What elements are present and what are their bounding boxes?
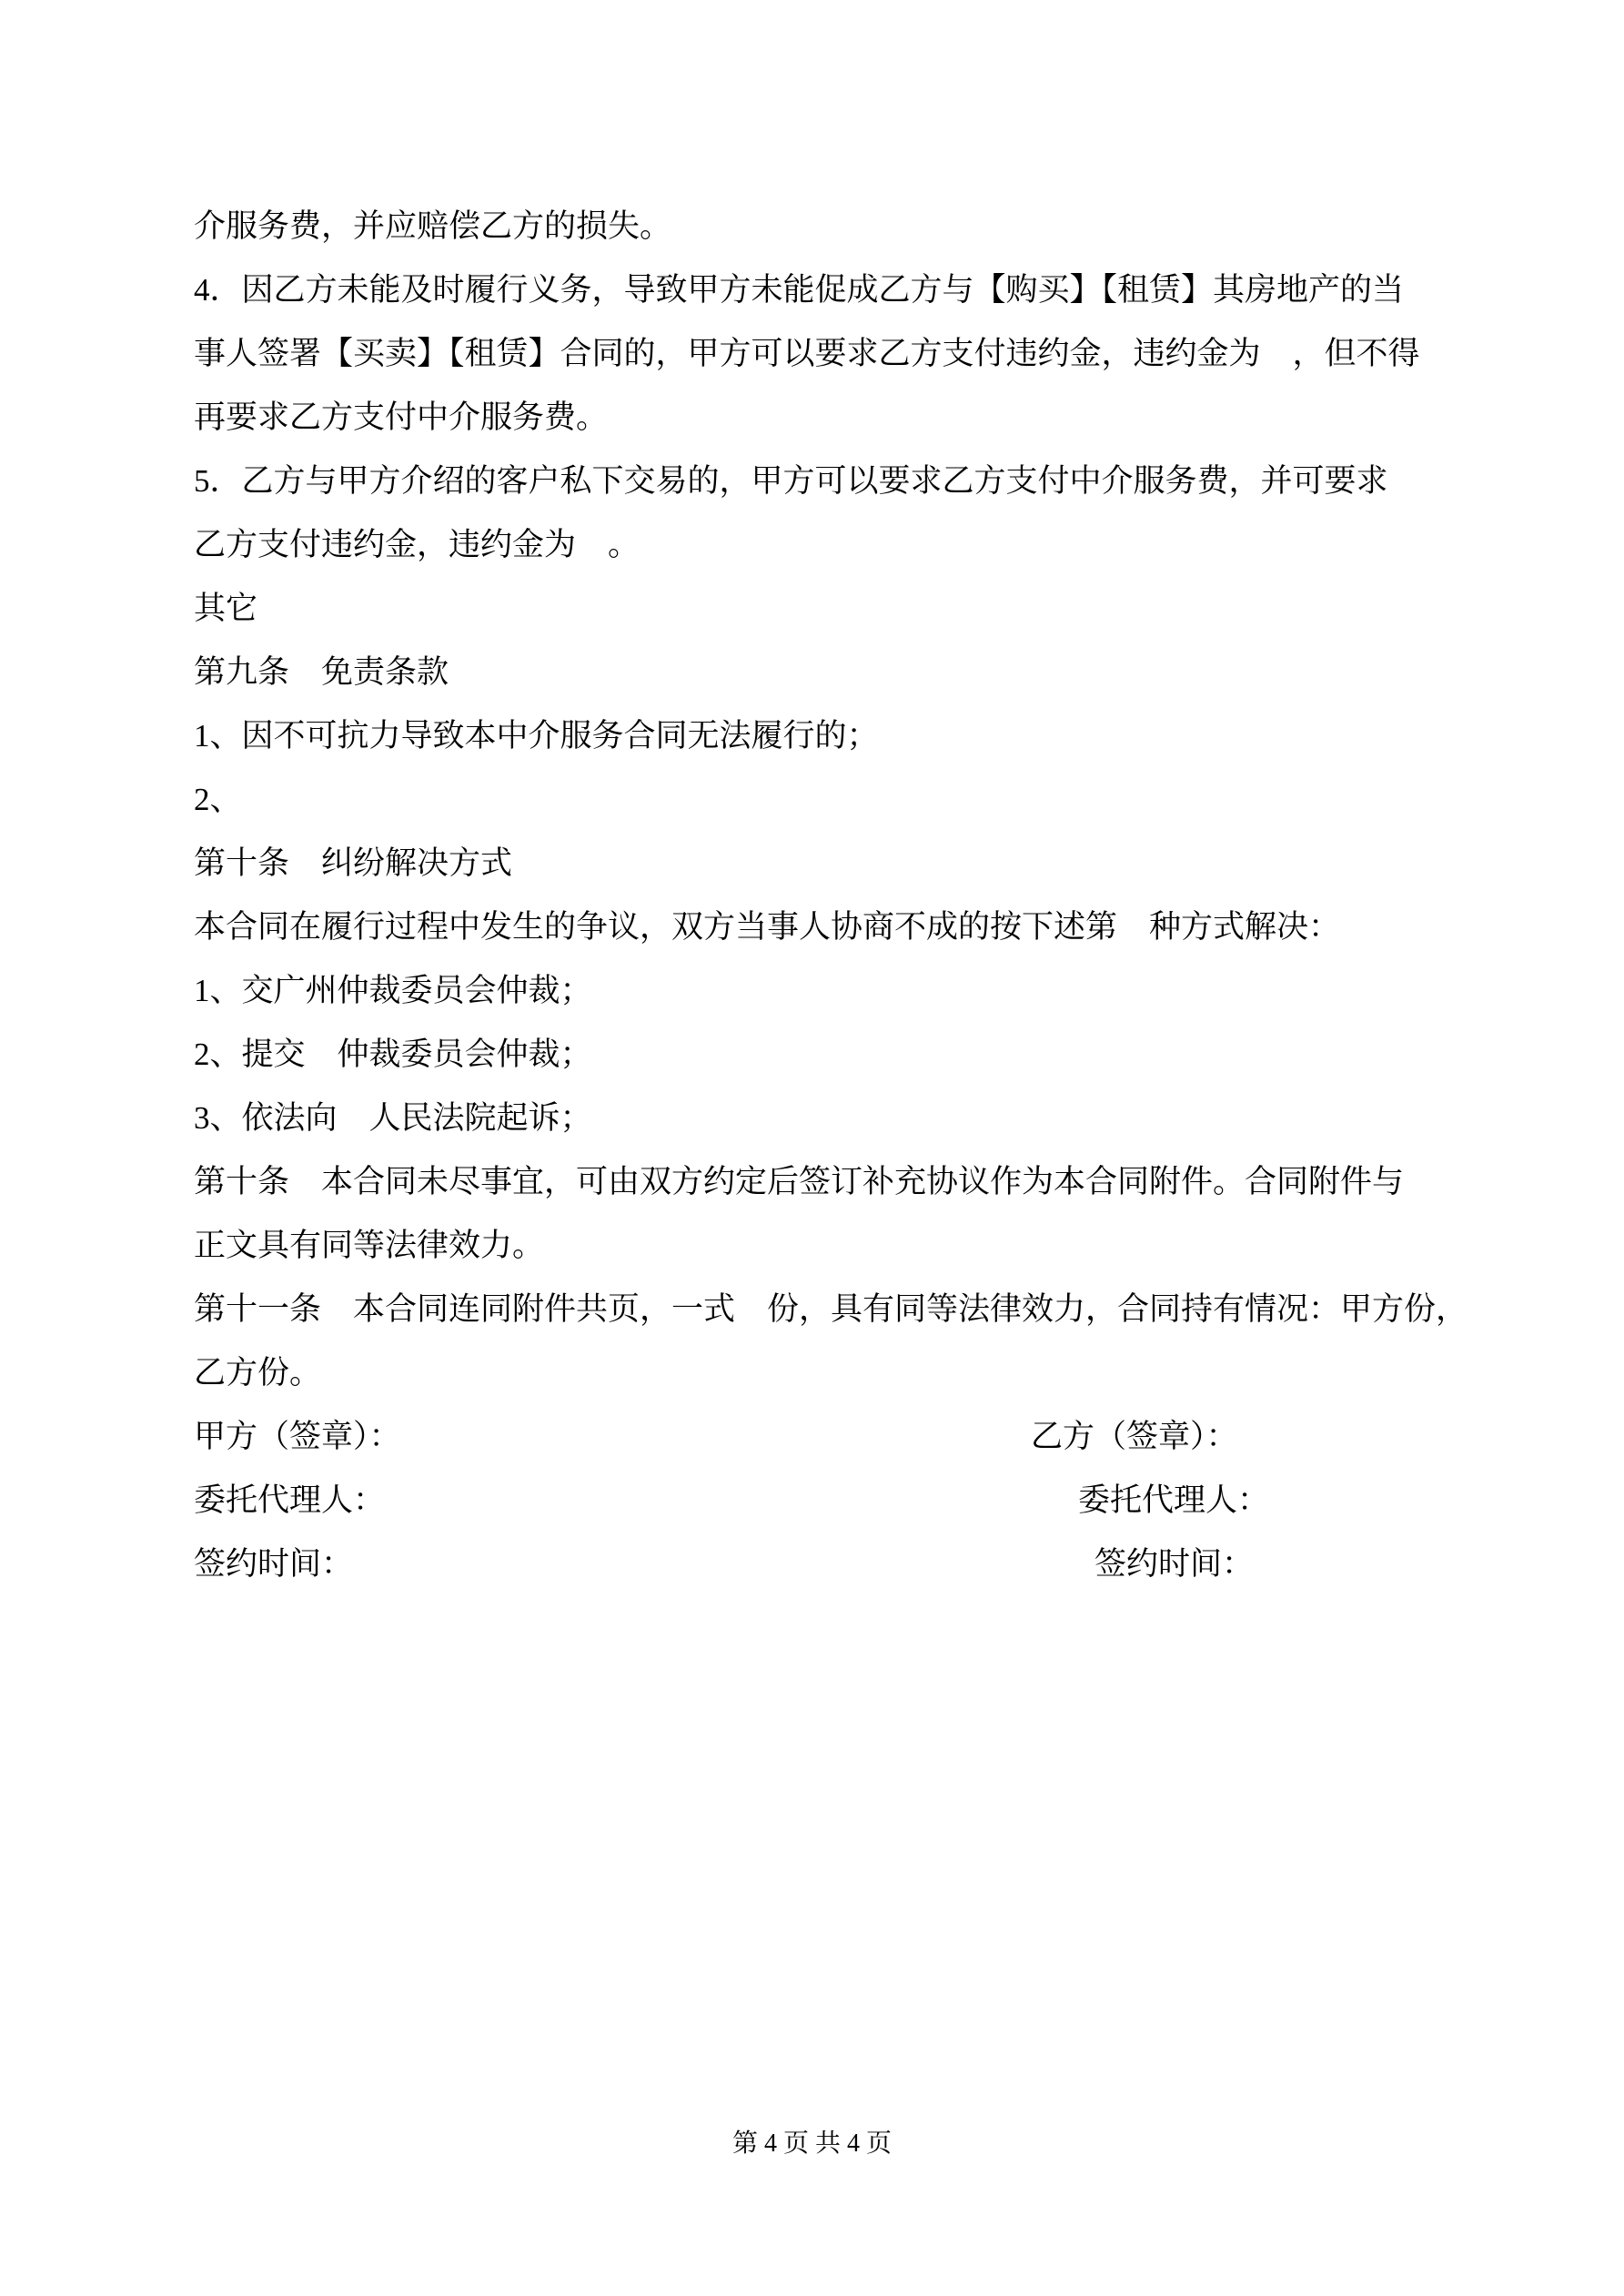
signature-row-agent [194, 1469, 1436, 1532]
supplementary-clause-line-2: 正文具有同等法律效力。 [194, 1228, 545, 1263]
party-b-agent-label: 委托代理人： [1078, 1482, 1270, 1518]
supplementary-clause-line-1: 第十条 本合同未尽事宜，可由双方约定后签订补充协议作为本合同附件。合同附件与 [194, 1164, 1405, 1199]
clause-9-item-2: 2、 [194, 782, 242, 817]
other-clause-label: 其它 [194, 591, 258, 626]
signature-row-date [194, 1532, 1436, 1596]
item-4-line-3: 再要求乙方支付中介服务费。 [194, 400, 609, 435]
clause-11-line-1: 第十一条 本合同连同附件共页，一式 份，具有同等法律效力，合同持有情况：甲方份， [194, 1291, 1468, 1327]
party-a-agent-label: 委托代理人： [194, 1482, 386, 1518]
item-3-continuation-line: 介服务费，并应赔偿乙方的损失。 [194, 208, 672, 244]
contract-text-block [194, 195, 1468, 1596]
item-5-line-2: 乙方支付违约金，违约金为 。 [194, 527, 641, 562]
clause-9-item-1: 1、因不可抗力导致本中介服务合同无法履行的； [194, 718, 879, 754]
dispute-resolution-intro: 本合同在履行过程中发生的争议，双方当事人协商不成的按下述第 种方式解决： [194, 909, 1341, 945]
clause-10-heading: 第十条 纠纷解决方式 [194, 845, 513, 881]
party-b-sign-date-label: 签约时间： [1094, 1546, 1255, 1582]
party-a-sign-date-label: 签约时间： [194, 1546, 354, 1582]
clause-11-line-2: 乙方份。 [194, 1355, 322, 1391]
page-number: 第 4 页 共 4 页 [731, 2129, 892, 2158]
party-a-signature-label: 甲方（签章）： [194, 1419, 401, 1454]
item-5-line-1: 5．乙方与甲方介绍的客户私下交易的，甲方可以要求乙方支付中介服务费，并可要求 [194, 463, 1388, 499]
party-b-signature-label: 乙方（签章）： [1031, 1419, 1238, 1454]
item-4-line-2: 事人签署【买卖】【租赁】合同的，甲方可以要求乙方支付违约金，违约金为 ，但不得 [194, 336, 1420, 371]
item-4-line-1: 4．因乙方未能及时履行义务，导致甲方未能促成乙方与【购买】【租赁】其房地产的当 [194, 272, 1405, 308]
signature-row-seal [194, 1405, 1436, 1469]
dispute-option-3: 3、依法向 人民法院起诉； [194, 1100, 592, 1136]
dispute-option-1: 1、交广州仲裁委员会仲裁； [194, 973, 592, 1008]
clause-9-heading: 第九条 免责条款 [194, 654, 449, 690]
dispute-option-2: 2、提交 仲裁委员会仲裁； [194, 1037, 592, 1072]
